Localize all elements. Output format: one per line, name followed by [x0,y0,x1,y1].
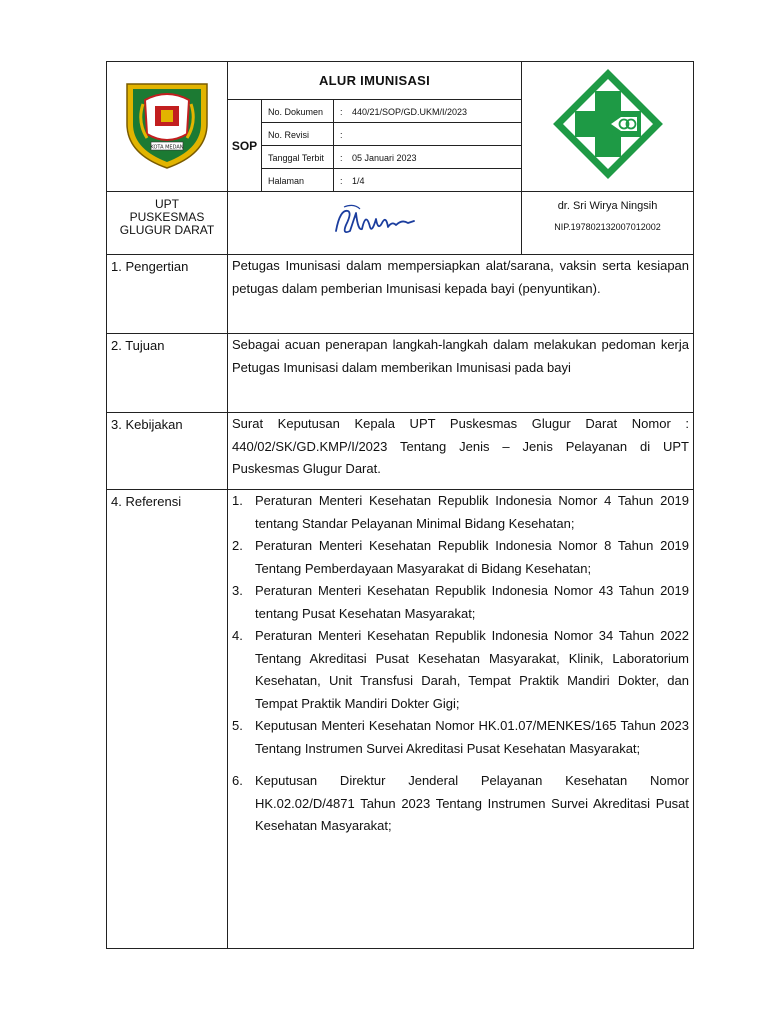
section-label-referensi: 4. Referensi [107,490,228,949]
meta-label-no-revisi: No. Revisi [262,123,334,146]
section-text-pengertian: Petugas Imunisasi dalam mempersiapkan alat/sarana, vaksin serta kesiapan petugas dalam pemberian Imunisasi kepada bayi (penyuntikan). [228,255,694,334]
section-label-pengertian: 1. Pengertian [107,255,228,334]
section-label-kebijakan: 3. Kebijakan [107,413,228,490]
head-name: dr. Sri Wirya Ningsih [557,200,658,212]
sop-document-table [106,61,694,949]
list-item: 2. Peraturan Menteri Kesehatan Republik Indonesia Nomor 8 Tahun 2019 Tentang Pemberdayaan Masyarakat di Bidang Kesehatan; [232,538,690,576]
kemenkes-logo-cell [522,62,694,192]
meta-label-no-dokumen: No. Dokumen [262,100,334,123]
head-nip: NIP.197802132007012002 [554,222,661,232]
head-official [522,192,694,255]
meta-value-halaman: : 1/4 [334,169,522,192]
signature-cell [228,192,522,255]
upt-name: UPT PUSKESMAS GLUGUR DARAT [107,192,228,255]
sop-label: SOP [228,100,262,192]
list-item: 5. Keputusan Menteri Kesehatan Nomor HK.01.07/MENKES/165 Tahun 2023 Tentang Instrumen Survei Akreditasi Pusat Kesehatan Masyarakat; [232,718,690,756]
meta-value-no-dokumen: : 440/21/SOP/GD.UKM/I/2023 [334,100,522,123]
document-title: ALUR IMUNISASI [228,62,522,100]
handwritten-signature [330,201,420,241]
referensi-list [232,490,689,838]
kota-medan-shield-logo [117,78,217,170]
svg-text:KOTA MEDAN: KOTA MEDAN [150,144,184,151]
section-text-tujuan: Sebagai acuan penerapan langkah-langkah dalam melakukan pedoman kerja Petugas Imunisasi dalam memberikan Imunisasi pada bayi [228,334,694,413]
list-item: 1. Peraturan Menteri Kesehatan Republik Indonesia Nomor 4 Tahun 2019 tentang Standar Pelayanan Minimal Bidang Kesehatan; [232,493,690,531]
kemenkes-bakti-husada-logo [553,69,663,179]
list-item: 6. Keputusan Direktur Jenderal Pelayanan Kesehatan Nomor HK.02.02/D/4871 Tahun 2023 Tentang Instrumen Survei Akreditasi Pusat Kesehatan Masyarakat; [232,773,690,833]
section-text-kebijakan: Surat Keputusan Kepala UPT Puskesmas Glugur Darat Nomor : 440/02/SK/GD.KMP/I/2023 Tentang Jenis – Jenis Pelayanan di UPT Puskesmas Glugur Darat. [228,413,694,490]
list-item: 4. Peraturan Menteri Kesehatan Republik Indonesia Nomor 34 Tahun 2022 Tentang Akreditasi Pusat Kesehatan Masyarakat, Klinik, Laboratorium Kesehatan, Unit Transfusi Darah, Tempat Praktik Mandiri Dokter, dan Tempat Praktik Mandiri Dokter Gigi; [232,628,690,711]
list-item: 3. Peraturan Menteri Kesehatan Republik Indonesia Nomor 43 Tahun 2019 tentang Pusat Kesehatan Masyarakat; [232,583,690,621]
section-referensi [228,490,694,949]
meta-label-halaman: Halaman [262,169,334,192]
meta-value-tanggal-terbit: : 05 Januari 2023 [334,146,522,169]
section-label-tujuan: 2. Tujuan [107,334,228,413]
meta-label-tanggal-terbit: Tanggal Terbit [262,146,334,169]
city-logo-cell [107,62,228,192]
meta-value-no-revisi: : [334,123,522,146]
